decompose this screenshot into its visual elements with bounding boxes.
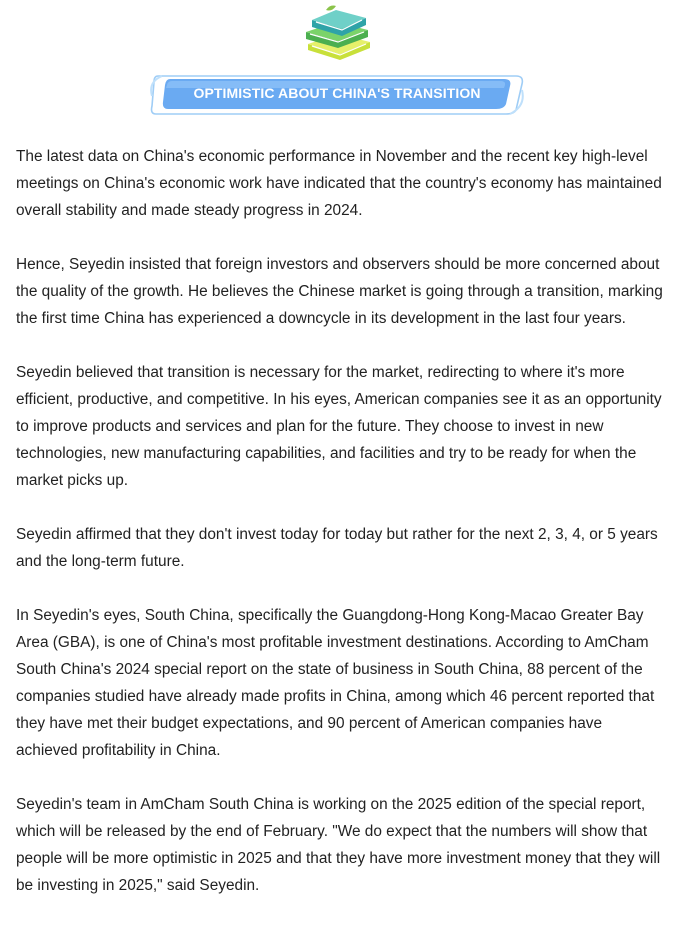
- article-body: [16, 143, 664, 926]
- paragraph: In Seyedin's eyes, South China, specifically the Guangdong-Hong Kong-Macao Greater Bay Area (GBA), is one of China's most profitable investment destinations. According to AmCham South China's 2024 special report on the state of business in South China, 88 percent of the companies studied have already made profits in China, among which 46 percent reported that they have met their budget expectations, and 90 percent of American companies have achieved profitability in China.: [16, 607, 655, 759]
- paragraph: The latest data on China's economic performance in November and the recent key high-level meetings on China's economic work have indicated that the country's economy has maintained overall stability and made steady progress in 2024.: [16, 148, 662, 219]
- paragraph: Hence, Seyedin insisted that foreign investors and observers should be more concerned about the quality of the growth. He believes the Chinese market is going through a transition, marking the first time China has experienced a downcycle in its development in the last four years.: [16, 256, 663, 327]
- books-icon: [300, 4, 376, 60]
- article-header: [0, 0, 676, 120]
- paragraph: Seyedin affirmed that they don't invest today for today but rather for the next 2, 3, 4, or 5 years and the long-term future.: [16, 526, 658, 570]
- article-title: OPTIMISTIC ABOUT CHINA'S TRANSITION: [193, 85, 481, 101]
- title-banner: [148, 70, 526, 116]
- paragraph: Seyedin believed that transition is necessary for the market, redirecting to where it's more efficient, productive, and competitive. In his eyes, American companies see it as an opportunity to improve products and services and plan for the future. They choose to invest in new technologies, new manufacturing capabilities, and facilities and try to be ready for when the market picks up.: [16, 364, 662, 489]
- paragraph: Seyedin's team in AmCham South China is working on the 2025 edition of the special report, which will be released by the end of February. "We do expect that the numbers will show that people will be more optimistic in 2025 and that they have more investment money that they will be investing in 2025," said Seyedin.: [16, 796, 661, 894]
